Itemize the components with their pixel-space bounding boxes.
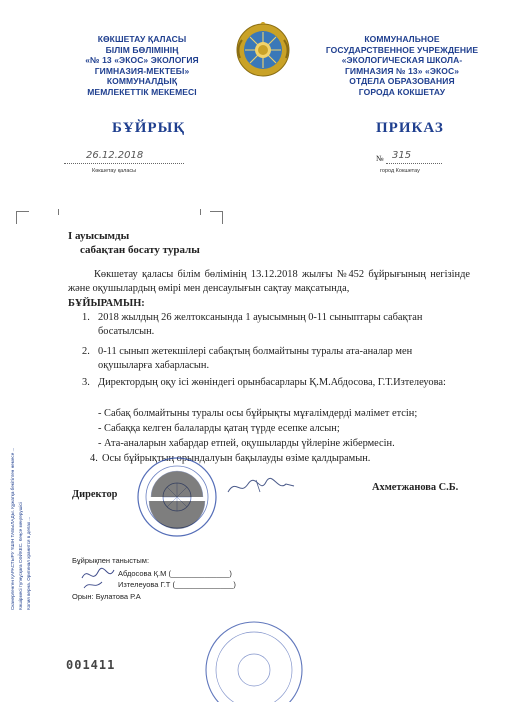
acquainted-person: Абдосова Қ.М (______________) xyxy=(118,569,232,578)
list-item xyxy=(82,311,470,338)
corner-mark-tick xyxy=(200,209,201,215)
header-right-line: «ЭКОЛОГИЧЕСКАЯ ШКОЛА- xyxy=(341,55,463,65)
number-line xyxy=(386,162,442,164)
official-seal-icon xyxy=(136,456,218,538)
list-item-number: 2. xyxy=(82,346,90,357)
acquainted-label: Бұйрықпен таныстым: xyxy=(72,556,150,565)
vertical-note-line: Көшірмесі түпнұсқаға СӘЙКЕС. Кеңсе меңгерушісі xyxy=(18,502,23,610)
sub-item: - Сабақ болмайтыны туралы осы бұйрықты мұғалімдерді мәлімет етсін; xyxy=(98,408,418,419)
director-signature-icon xyxy=(226,474,296,498)
header-right-line: ГОРОДА КОКШЕТАУ xyxy=(358,86,446,97)
serial-number: 001411 xyxy=(66,658,116,672)
subject-line-2: сабақтан босату туралы xyxy=(80,244,200,256)
list-item xyxy=(82,376,470,390)
vertical-note xyxy=(8,430,78,610)
list-item-text: Директордың оқу ісі жөніндегі орынбасарлары Қ.М.Абдосова, Г.Т.Изтелеуова: xyxy=(98,377,446,388)
list-item-text: 0-11 сынып жетекшілері сабақтың болмайтыны туралы ата-аналар мен оқушыларға хабарласын. xyxy=(98,346,413,371)
corner-mark-right xyxy=(210,211,223,224)
header-right-line: ГИМНАЗИЯ № 13» «ЭКОС» xyxy=(344,65,460,76)
signature-role: Директор xyxy=(72,489,118,500)
sub-item: - Ата-аналарын хабардар етпей, оқушыларды үйлеріне жібермесін. xyxy=(98,438,395,449)
list-item-text: 2018 жылдың 26 желтоксанында 1 ауысымның 0-11 сыныптары сабақтан босатылсын. xyxy=(98,312,423,337)
header-left-line: БІЛІМ БӨЛІМІНІҢ xyxy=(105,44,179,55)
header-right-line: КОММУНАЛЬНОЕ xyxy=(364,34,440,44)
number-handwritten: 315 xyxy=(392,150,412,161)
list-item xyxy=(82,345,470,372)
list-item-number: 1. xyxy=(82,312,90,323)
sub-item: - Сабаққа келген балаларды қатаң түрде есепке алсын; xyxy=(98,423,340,434)
decree-word: БҰЙЫРАМЫН: xyxy=(68,298,145,309)
list-item-text: Осы бұйрықтың орындалуын бақылауды өзіме қалдырамын. xyxy=(102,453,371,464)
executor-line: Орын: Булатова Р.А xyxy=(72,592,141,601)
list-item-number: 4. xyxy=(90,453,98,464)
header-right-line: ГОСУДАРСТВЕННОЕ УЧРЕЖДЕНИЕ xyxy=(325,44,479,55)
bottom-seal-icon xyxy=(202,618,306,702)
acquainted-person: Изтелеуова Г.Т (______________) xyxy=(118,580,236,589)
date-line xyxy=(64,162,184,164)
corner-mark-left xyxy=(16,211,29,224)
city-kz: Көкшетау қаласы xyxy=(92,168,137,174)
header-right-line: ОТДЕЛА ОБРАЗОВАНИЯ xyxy=(349,76,455,86)
header-right xyxy=(314,34,490,97)
header-left-line: КОММУНАЛДЫҚ xyxy=(106,76,178,86)
header-left-line: МЕМЛЕКЕТТІК МЕКЕМЕСІ xyxy=(87,86,197,97)
list-item-number: 3. xyxy=(82,377,90,388)
order-title-ru: ПРИКАЗ xyxy=(376,120,444,136)
corner-mark-tick xyxy=(58,209,59,215)
header-left-line: «№ 13 «ЭКОС» ЭКОЛОГИЯ xyxy=(85,55,199,65)
vertical-note-line: Сканерленген ҚАРАСТЫРУ ҮШІН ТАБЫЛАДЫ. Құжатқа бекітілген немесе ... xyxy=(10,447,15,610)
date-handwritten: 26.12.2018 xyxy=(86,150,144,161)
vertical-note-line: Копия верна. Оригинал хранится в делах ... xyxy=(26,516,31,610)
header-left xyxy=(62,34,222,97)
preamble-paragraph: Көкшетау қаласы білім бөлімінің 13.12.2018 жылғы №452 бұйрығының негізінде және оқушылардың өмірі мен денсаулығын сақтау мақсатында, xyxy=(68,269,470,294)
acquainted-signature-icon xyxy=(80,564,116,592)
kazakhstan-emblem-icon xyxy=(234,22,292,78)
header-left-line: КӨКШЕТАУ ҚАЛАСЫ xyxy=(97,34,187,44)
order-number-prefix: № xyxy=(376,154,384,163)
city-ru: город Кокшетау xyxy=(380,168,420,174)
header-left-line: ГИМНАЗИЯ-МЕКТЕБІ» xyxy=(94,65,190,76)
signature-name: Ахметжанова С.Б. xyxy=(372,482,459,493)
subject-line-1: I ауысымды xyxy=(68,230,130,242)
order-title-kz: БҰЙРЫҚ xyxy=(112,120,186,136)
